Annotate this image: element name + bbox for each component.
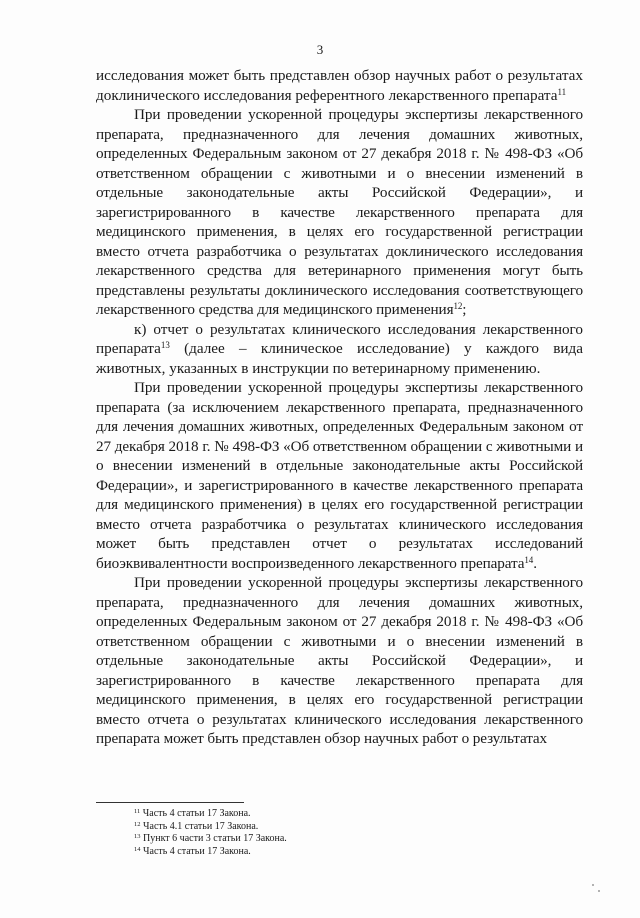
footnote-text: Часть 4 статьи 17 Закона. (143, 845, 251, 857)
footnote-text: Часть 4 статьи 17 Закона. (142, 808, 251, 819)
footnote-item (134, 821, 287, 834)
footnote-number: 11 (134, 808, 141, 815)
list-item-k (96, 320, 583, 379)
paragraph-tail: (далее – клиническое исследование) у каждого вида животных, указанных в инструкции по ветеринарному применению. (96, 340, 583, 377)
paragraph-continuation (96, 66, 583, 105)
footnote-number: 12 (134, 820, 141, 828)
paragraph-text: исследования может быть представлен обзор научных работ о результатах доклинического исследования референтного лекарственного препарата (96, 67, 583, 104)
paragraph-tail: ; (462, 301, 467, 318)
footnote-item (134, 846, 287, 859)
paragraph-text: к) отчет о результатах клинического исследования лекарственного препарата (96, 320, 583, 357)
footnote-item (134, 833, 287, 846)
footnote-item (134, 808, 287, 821)
footnote-separator (96, 802, 244, 803)
paragraph-accelerated-review-pets-preclinical (96, 105, 583, 320)
paragraph-text: При проведении ускоренной процедуры экспертизы лекарственного препарата (за исключением лекарственного препарата, предназначенного для лечения домашних животных, определенных Федеральным законом от 27 декабря 2018 г. № 498-ФЗ «Об ответственном обращении с животными и о внесении изменений в отдельные законодательные акты Российской Федерации», и зарегистрированного в качестве лекарственного препарата для медицинского применения) в целях его государственной регистрации вместо отчета разработчика о результатах клинического исследования может быть представлен отчет о результатах исследований биоэквивалентности воспроизведенного лекарственного препарата (96, 379, 583, 572)
footnote-number: 13 (134, 833, 141, 840)
footnote-ref-12: 12 (453, 301, 463, 311)
paragraph-accelerated-review-pets-clinical (96, 573, 583, 749)
footnote-text: Пункт 6 части 3 статьи 17 Закона. (143, 833, 287, 844)
paragraph-text: При проведении ускоренной процедуры экспертизы лекарственного препарата, предназначенного для лечения домашних животных, определенных Федеральным законом от 27 декабря 2018 г. № 498-ФЗ «Об ответственном обращении с животными и о внесении изменений в отдельные законодательные акты Российской Федерации», и зарегистрированного в качестве лекарственного препарата для медицинского применения, в целях его государственной регистрации вместо отчета о результатах клинического исследования лекарственного препарата может быть представлен обзор научных работ о результатах (96, 574, 583, 747)
paragraph-tail: . (533, 554, 537, 572)
footnote-ref-14: 14 (524, 554, 534, 565)
footnotes (134, 808, 287, 858)
page-number: 3 (316, 42, 324, 57)
footnote-number: 14 (134, 845, 141, 853)
footnote-ref-13: 13 (160, 340, 170, 350)
footnote-text: Часть 4.1 статьи 17 Закона. (143, 820, 259, 832)
scan-speck (598, 890, 600, 892)
document-body (96, 66, 583, 749)
scan-speck (592, 884, 594, 886)
footnote-ref-11: 11 (557, 86, 567, 97)
paragraph-text: При проведении ускоренной процедуры экспертизы лекарственного препарата, предназначенного для лечения домашних животных, определенных Федеральным законом от 27 декабря 2018 г. № 498-ФЗ «Об ответственном обращении с животными и о внесении изменений в отдельные законодательные акты Российской Федерации», и зарегистрированного в качестве лекарственного препарата для медицинского применения, в целях его государственной регистрации вместо отчета разработчика о результатах доклинического исследования лекарственного средства для ветеринарного применения могут быть представлены результаты доклинического исследования соответствующего лекарственного средства для медицинского применения (96, 106, 583, 318)
paragraph-accelerated-review-bioequivalence (96, 378, 583, 573)
